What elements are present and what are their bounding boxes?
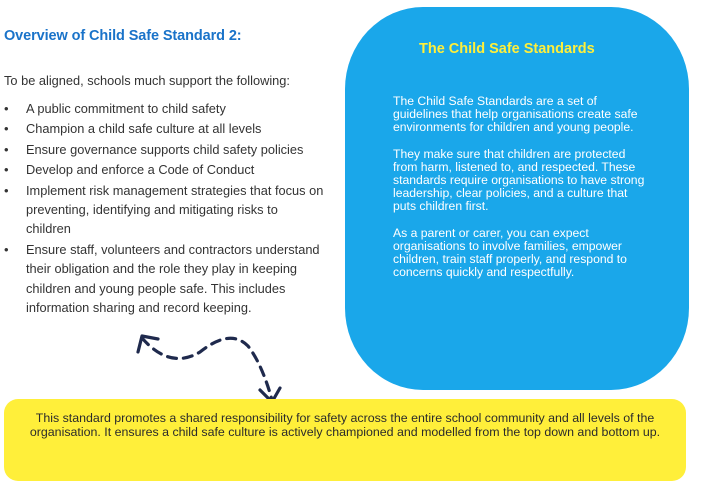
list-item: • Champion a child safe culture at all levels xyxy=(4,119,326,138)
shared-responsibility-banner xyxy=(4,399,686,481)
list-item: • A public commitment to child safety xyxy=(4,99,326,118)
list-item: • Implement risk management strategies that focus on preventing, identifying and mitigating risks to children xyxy=(4,181,326,239)
overview-intro: To be aligned, schools much support the following: xyxy=(4,73,290,88)
info-paragraph: The Child Safe Standards are a set of guidelines that help organisations create safe environments for children and young people. xyxy=(393,94,638,135)
banner-text: This standard promotes a shared responsibility for safety across the entire school community and all levels of the organisation. It ensures a child safe culture is actively championed and modelled from the top down and bottom up. xyxy=(29,411,661,440)
child-safe-standards-box xyxy=(345,7,689,390)
info-box-title: The Child Safe Standards xyxy=(419,41,595,57)
list-item: • Ensure governance supports child safety policies xyxy=(4,140,326,159)
info-paragraph: As a parent or carer, you can expect organisations to involve families, empower children, train staff properly, and respond to concerns quickly and respectfully. xyxy=(393,225,627,280)
list-item: • Develop and enforce a Code of Conduct xyxy=(4,160,326,179)
standard-requirements-list xyxy=(4,99,326,318)
info-paragraph: They make sure that children are protected from harm, listened to, and respected. These standards require organisations to have strong leadership, clear policies, and a culture that puts children first. xyxy=(393,146,645,214)
overview-heading: Overview of Child Safe Standard 2: xyxy=(4,28,242,44)
list-item: • Ensure staff, volunteers and contractors understand their obligation and the role they play in keeping children and young people safe. This includes information sharing and record keeping. xyxy=(4,240,326,318)
